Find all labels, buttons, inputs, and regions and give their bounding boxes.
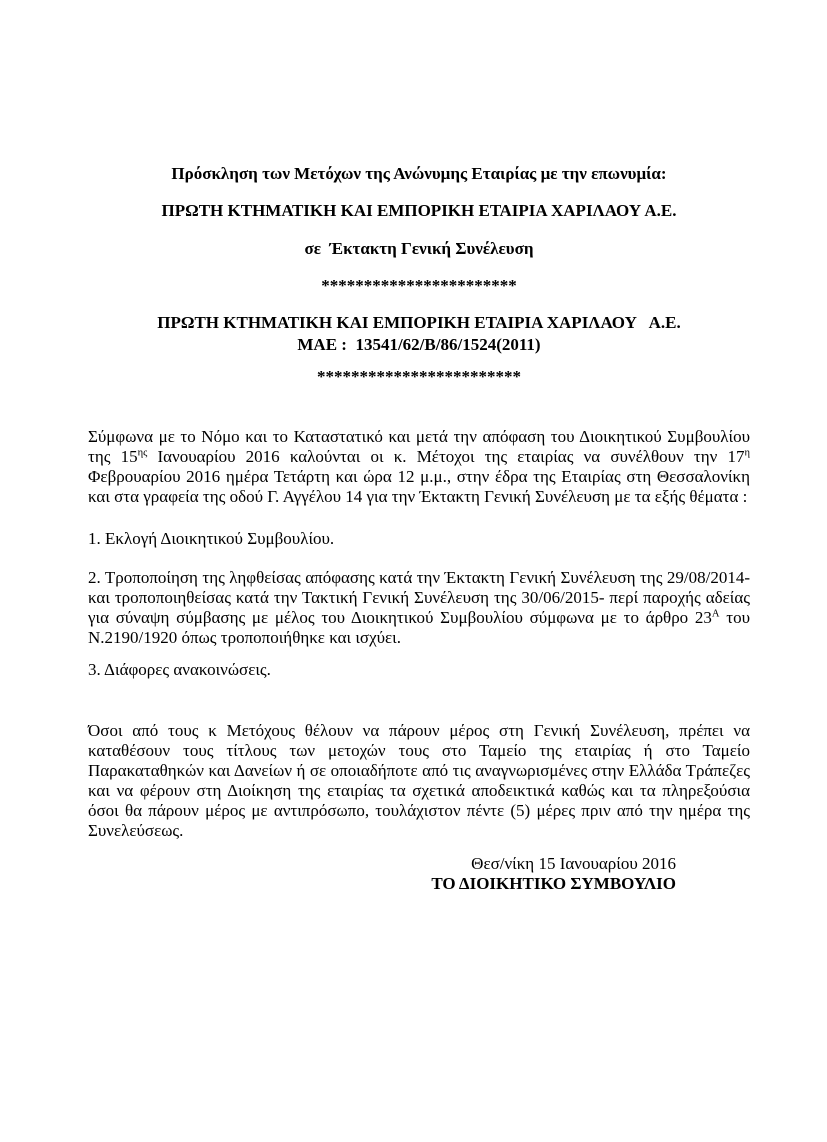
invitation-heading: Πρόσκληση των Μετόχων της Ανώνυμης Εταιρίας με την επωνυμία: <box>171 164 667 183</box>
agenda-item-1: 1. Εκλογή Διοικητικού Συμβουλίου. <box>88 529 335 548</box>
registry-number: ΜΑΕ : 13541/62/Β/86/1524(2011) <box>297 335 541 354</box>
intro-paragraph: Σύμφωνα με το Νόμο και το Καταστατικό και μετά την απόφαση του Διοικητικού Συμβουλίου της $15^{\eta\varsigma}$ Ιανουαρίου 2016 καλούνται οι κ. Μέτοχοι της εταιρίας να συνέλθουν την $17^\eta$ Φεβρουαρίου 2016 ημέρα Τετάρτη και ώρα 12 μ.μ., στην έδρα της Εταιρίας στη Θεσσαλονίκη και στα γραφεία της οδού Γ. Αγγέλου 14 για την Έκτακτη Γενική Συνέλευση με τα εξής θέματα : <box>88 427 750 506</box>
place-date: Θεσ/νίκη 15 Ιανουαρίου 2016 <box>471 854 676 873</box>
meeting-type-heading: σε Έκτακτη Γενική Συνέλευση <box>304 239 534 258</box>
closing-paragraph: Όσοι από τους κ Μετόχους θέλουν να πάρουν μέρος στη Γενική Συνέλευση, πρέπει να καταθέσουν τους τίτλους των μετοχών τους στο Ταμείο της εταιρίας ή στο Ταμείο Παρακαταθηκών και Δανείων ή σε οποιαδήποτε από τις αναγνωρισμένες στην Ελλάδα Τράπεζες και να φέρουν στη Διοίκηση της εταιρίας τα σχετικά αποδεικτικά καθώς και τα πληρεξούσια όσοι θα πάρουν μέρος με αντιπρόσωπο, τουλάχιστον πέντε (5) μέρες πριν από την ημέρα της Συνελεύσεως. <box>88 721 750 840</box>
company-name-repeat: ΠΡΩΤΗ ΚΤΗΜΑΤΙΚΗ ΚΑΙ ΕΜΠΟΡΙΚΗ ΕΤΑΙΡΙΑ ΧΑΡΙΛΑΟΥ Α.Ε. <box>157 313 681 332</box>
company-name-heading: ΠΡΩΤΗ ΚΤΗΜΑΤΙΚΗ ΚΑΙ ΕΜΠΟΡΙΚΗ ΕΤΑΙΡΙΑ ΧΑΡΙΛΑΟΥ Α.Ε. <box>161 201 677 220</box>
separator-line-1: *********************** <box>321 276 517 295</box>
board-signature: ΤΟ ΔΙΟΙΚΗΤΙΚΟ ΣΥΜΒΟΥΛΙΟ <box>431 874 676 893</box>
separator-line-2: ************************ <box>317 367 521 386</box>
signature-block <box>88 854 750 894</box>
agenda-item-2: 2. Τροποποίηση της ληφθείσας απόφασης κατά την Έκτακτη Γενική Συνέλευση της 29/08/2014-και τροποποιηθείσας κατά την Τακτική Γενική Συνέλευση της 30/06/2015- περί παροχής αδείας για σύναψη σύμβασης με μέλος του Διοικητικού Συμβουλίου σύμφωνα με το άρθρο $23^A$ του Ν.2190/1920 όπως τροποποιήθηκε και ισχύει. <box>88 568 750 647</box>
company-registry-block <box>88 312 750 356</box>
agenda-item-3: 3. Διάφορες ανακοινώσεις. <box>88 660 271 679</box>
